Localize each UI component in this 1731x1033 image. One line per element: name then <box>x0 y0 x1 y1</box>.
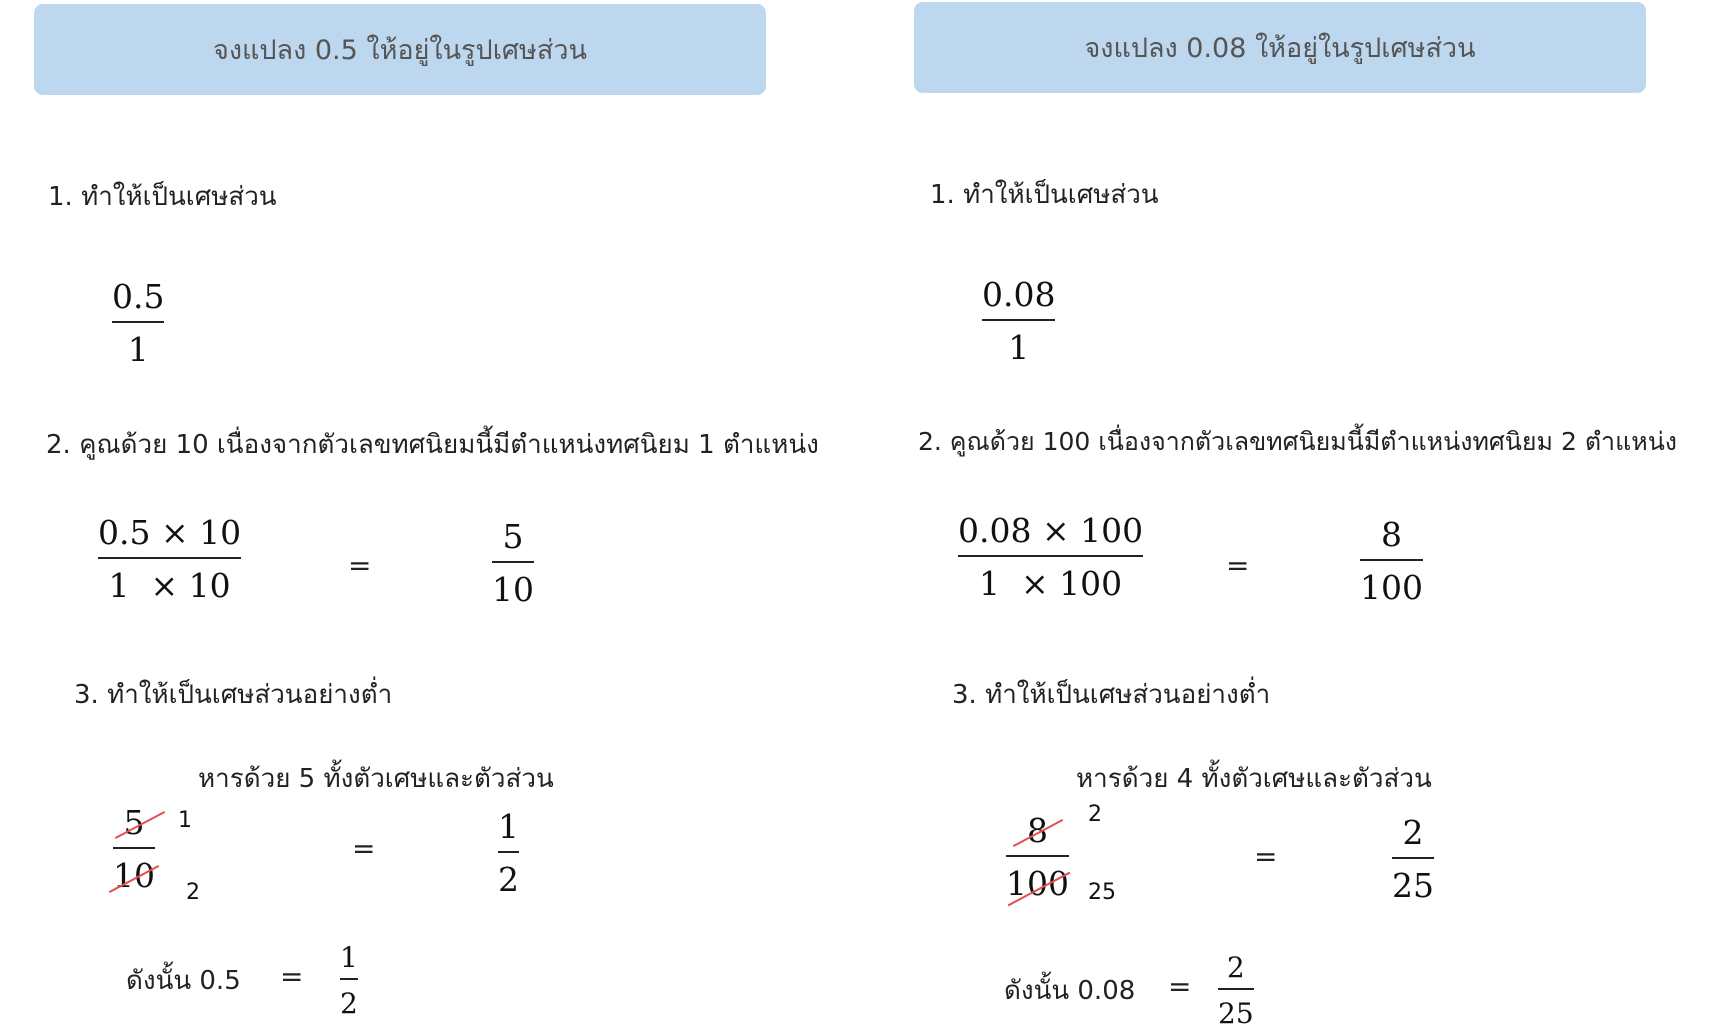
conclusion-fraction <box>1218 950 1254 1033</box>
left-problem-panel <box>0 0 865 1032</box>
fraction-bar <box>982 319 1055 321</box>
step2-label: 2. คูณด้วย 10 เนื่องจากตัวเลขทศนิยมนี้มีตำแหน่งทศนิยม 1 ตำแหน่ง <box>46 430 819 460</box>
reduced-denominator: 25 <box>1088 880 1116 905</box>
fraction-bar <box>98 557 241 559</box>
initial-fraction <box>112 276 164 372</box>
conclusion-label: ดังนั้น 0.5 <box>126 966 241 996</box>
right-problem-panel <box>878 0 1731 1032</box>
reducing-fraction <box>113 802 155 898</box>
reducing-fraction <box>1006 810 1069 906</box>
denominator: 25 <box>1218 997 1254 1031</box>
numerator: 1 <box>340 941 358 974</box>
numerator: 5 <box>502 517 524 556</box>
fraction-bar <box>498 851 519 853</box>
numerator: 5 <box>123 803 145 842</box>
divide-note: หารด้วย 5 ทั้งตัวเศษและตัวส่วน <box>198 764 554 794</box>
reduced-numerator: 2 <box>1088 802 1102 827</box>
denominator: 10 <box>492 569 534 609</box>
problem-title-box <box>914 2 1646 93</box>
denominator: 1 <box>1008 327 1030 367</box>
problem-title-box <box>34 4 766 95</box>
conclusion-fraction <box>340 940 358 1023</box>
fraction-bar <box>1360 559 1423 561</box>
denominator: 100 <box>1006 863 1069 903</box>
fraction-bar <box>1006 855 1069 857</box>
step3-label: 3. ทำให้เป็นเศษส่วนอย่างต่ำ <box>74 680 393 710</box>
result-fraction <box>1360 514 1423 610</box>
numerator: 8 <box>1381 515 1402 554</box>
equals-sign: = <box>280 960 304 993</box>
fraction-bar <box>492 561 534 563</box>
equals-sign: = <box>1168 970 1192 1003</box>
multiplied-fraction <box>98 512 241 608</box>
divide-note: หารด้วย 4 ทั้งตัวเศษและตัวส่วน <box>1076 764 1432 794</box>
reduced-numerator: 1 <box>178 808 192 833</box>
initial-fraction <box>982 274 1055 370</box>
fraction-bar <box>1392 857 1434 859</box>
equals-sign: = <box>1226 549 1250 582</box>
denominator: 1 <box>127 329 149 369</box>
numerator: 8 <box>1027 811 1048 850</box>
step1-label: 1. ทำให้เป็นเศษส่วน <box>48 182 277 212</box>
conclusion-label: ดังนั้น 0.08 <box>1004 976 1136 1006</box>
numerator: 0.5 <box>112 277 165 316</box>
numerator: 0.08 × 100 <box>958 511 1144 550</box>
fraction-bar <box>1218 988 1254 990</box>
equals-sign: = <box>348 549 372 582</box>
fraction-bar <box>958 555 1143 557</box>
equals-sign: = <box>1254 840 1278 873</box>
reduced-denominator: 2 <box>186 880 200 905</box>
denominator: 100 <box>1360 567 1423 607</box>
fraction-bar <box>340 978 358 980</box>
equals-sign: = <box>352 832 376 865</box>
simplified-fraction <box>1392 812 1434 908</box>
multiplied-fraction <box>958 510 1143 606</box>
denominator: 2 <box>340 987 358 1021</box>
simplified-fraction <box>498 806 519 902</box>
denominator: 1 × 100 <box>978 563 1123 603</box>
denominator: 10 <box>113 855 155 895</box>
problem-title: จงแปลง 0.08 ให้อยู่ในรูปเศษส่วน <box>1084 33 1476 64</box>
numerator: 2 <box>1226 951 1245 984</box>
numerator: 0.5 × 10 <box>98 513 242 552</box>
problem-title: จงแปลง 0.5 ให้อยู่ในรูปเศษส่วน <box>213 35 587 66</box>
fraction-bar <box>112 321 164 323</box>
step2-label: 2. คูณด้วย 100 เนื่องจากตัวเลขทศนิยมนี้มีตำแหน่งทศนิยม 2 ตำแหน่ง <box>918 427 1677 456</box>
numerator: 0.08 <box>982 275 1056 314</box>
numerator: 2 <box>1402 813 1424 852</box>
denominator: 2 <box>498 859 519 899</box>
step3-label: 3. ทำให้เป็นเศษส่วนอย่างต่ำ <box>952 680 1271 710</box>
fraction-bar <box>113 847 155 849</box>
numerator: 1 <box>498 807 519 846</box>
result-fraction <box>492 516 534 612</box>
denominator: 25 <box>1392 865 1434 905</box>
step1-label: 1. ทำให้เป็นเศษส่วน <box>930 180 1159 210</box>
denominator: 1 × 10 <box>108 565 231 605</box>
